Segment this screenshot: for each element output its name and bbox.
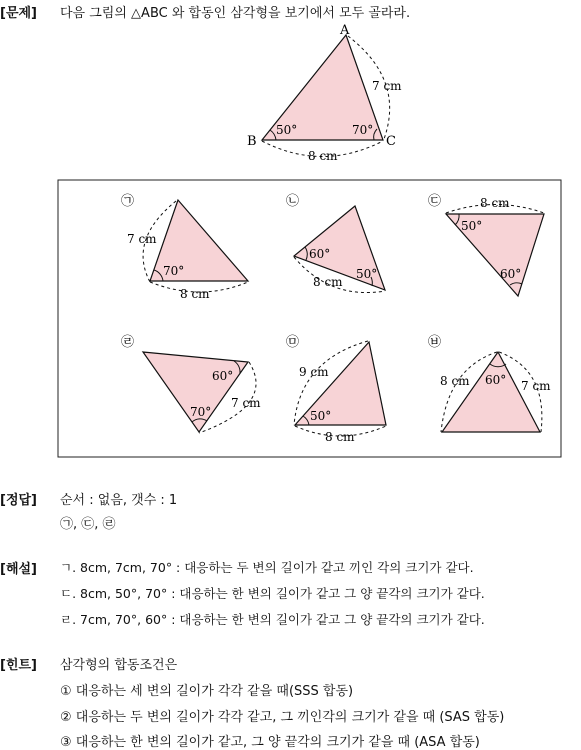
choice-4-label-3: 7 cm	[231, 396, 261, 410]
main-vertex-c: C	[386, 134, 396, 149]
choice-1-marker: ㉠	[121, 194, 135, 209]
hint-tag: [힌트]	[0, 658, 37, 673]
choice-3-label-2: 50°	[461, 219, 483, 233]
main-vertex-b: B	[247, 134, 257, 149]
choice-1-label-3: 8 cm	[180, 287, 210, 301]
choice-2-label-2: 50°	[356, 267, 378, 281]
explanation-line-3: ㄹ. 7cm, 70°, 60° : 대응하는 한 변의 길이가 같고 그 양 끝각의 크기가 같다.	[60, 612, 485, 627]
choice-2	[286, 194, 385, 293]
hint-line-2: ① 대응하는 세 변의 길이가 각각 같을 때(SSS 합동)	[60, 684, 354, 699]
main-triangle-figure	[247, 23, 402, 163]
choice-5-triangle	[295, 342, 386, 425]
choice-2-label-3: 8 cm	[313, 275, 343, 289]
choice-2-marker: ㉡	[286, 194, 300, 209]
answer-tag: [정답]	[0, 493, 37, 508]
main-angle-b-label: 50°	[276, 123, 298, 137]
choice-5-label-2: 50°	[310, 409, 332, 423]
answer-line-1: 순서 : 없음, 갯수 : 1	[60, 493, 178, 508]
choice-2-label-1: 60°	[309, 247, 331, 261]
hint-line-1: 삼각형의 합동조건은	[60, 658, 178, 673]
choice-4-label-1: 60°	[212, 369, 234, 383]
problem-text: 다음 그림의 △ABC 와 합동인 삼각형을 보기에서 모두 골라라.	[60, 6, 411, 21]
choice-5-label-1: 9 cm	[299, 365, 329, 379]
choice-4	[121, 335, 261, 433]
choice-6-marker: ㉥	[428, 335, 442, 350]
choice-6	[428, 335, 551, 432]
explanation-tag: [해설]	[0, 562, 37, 577]
choice-6-label-2: 60°	[485, 373, 507, 387]
choice-5-marker: ㉤	[286, 335, 300, 350]
problem-tag: [문제]	[0, 6, 37, 21]
choice-6-label-1: 8 cm	[440, 374, 470, 388]
choice-3-label-1: 8 cm	[480, 196, 510, 210]
choice-3-label-3: 60°	[500, 267, 522, 281]
choice-4-label-2: 70°	[190, 405, 212, 419]
explanation-line-1: ㄱ. 8cm, 7cm, 70° : 대응하는 두 변의 길이가 같고 끼인 각의 크기가 같다.	[60, 560, 474, 575]
explanation-line-2: ㄷ. 8cm, 50°, 70° : 대응하는 한 변의 길이가 같고 그 양 끝각의 크기가 같다.	[60, 586, 485, 601]
hint-line-3: ② 대응하는 두 변의 길이가 각각 같고, 그 끼인각의 크기가 같을 때 (SAS 합동)	[60, 710, 505, 725]
choice-1-label-1: 7 cm	[127, 232, 157, 246]
hint-line-4: ③ 대응하는 한 변의 길이가 같고, 그 양 끝각의 크기가 같을 때 (ASA 합동)	[60, 735, 480, 750]
main-angle-c-label: 70°	[352, 123, 374, 137]
choice-3-marker: ㉢	[428, 194, 442, 209]
main-side-ac-label: 7 cm	[372, 79, 402, 93]
choice-6-label-3: 7 cm	[521, 379, 551, 393]
answer-line-2: ㉠, ㉢, ㉣	[60, 517, 116, 532]
main-side-bc-label: 8 cm	[308, 149, 338, 163]
choice-1	[121, 194, 248, 301]
choice-1-label-2: 70°	[163, 264, 185, 278]
choice-4-marker: ㉣	[121, 335, 135, 350]
choice-3	[428, 194, 544, 296]
choice-5-label-3: 8 cm	[325, 430, 355, 444]
main-vertex-a: A	[340, 23, 350, 38]
choice-5	[286, 335, 386, 444]
